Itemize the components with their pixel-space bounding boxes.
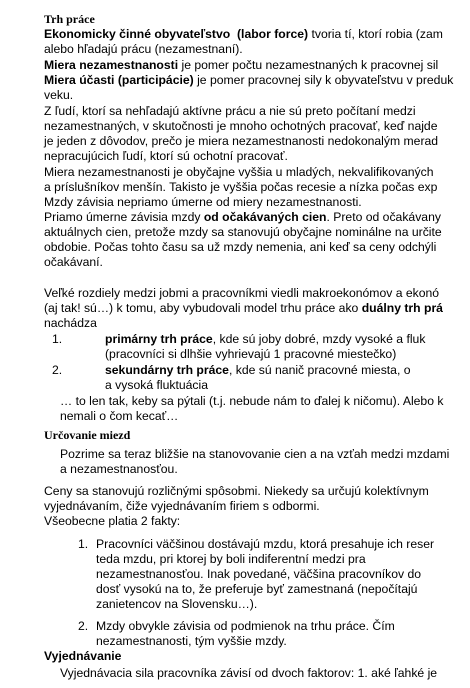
expected-prices-line bbox=[44, 210, 441, 225]
text-line: nepracujúcich ľudí, ktorí sú ochotní pracovať. bbox=[44, 149, 288, 163]
labor-force-definition bbox=[44, 27, 443, 42]
text-line: Veľké rozdiely medzi jobmi a pracovníkmi viedli makroekonómov a ekonó bbox=[44, 286, 440, 300]
text-line: Vyjednávacia sila pracovníka závisí od dvoch faktorov: 1. aké ľahké je bbox=[60, 666, 438, 680]
text: , kde sú joby dobré, mzdy vysoké a fluk bbox=[212, 332, 426, 346]
text: tvoria tí, ktorí robia (zam bbox=[308, 27, 443, 41]
text-line: a príslušníkov menšín. Takisto je vyššia počas recesie a nízka počas exp bbox=[44, 180, 438, 194]
text-line: Mzdy závisia nepriamo úmerne od miery nezamestnanosti. bbox=[44, 195, 362, 209]
text-line: a vysoká fluktuácia bbox=[105, 378, 208, 392]
text-line: nachádza bbox=[44, 316, 97, 330]
list-item-primary-market bbox=[105, 332, 425, 347]
text-line: nezamestnanosťou. Inak povedané, väčšina pracovníkov do bbox=[96, 567, 422, 581]
text-line: veku. bbox=[44, 88, 74, 102]
list-number: 2. bbox=[52, 363, 63, 377]
unemployment-rate-definition bbox=[44, 58, 438, 73]
term-primary-market: primárny trh práce bbox=[105, 332, 213, 346]
text-line: Z ľudí, ktorí sa nehľadajú aktívne prácu a nie sú preto počítaní medzi bbox=[44, 104, 416, 118]
text-line: Ceny sa stanovujú rozličnými spôsobmi. Niekedy sa určujú kolektívnym bbox=[44, 484, 429, 498]
text: je pomer pracovnej sily k obyvateľstvu v preduk bbox=[193, 73, 454, 87]
text-line: Všeobecne platia 2 fakty: bbox=[44, 514, 181, 528]
list-number: 2. bbox=[78, 619, 89, 633]
text: (aj tak! sú…) k tomu, aby vybudovali model trhu práce ako bbox=[44, 301, 362, 315]
heading-wage-setting: Určovanie miezd bbox=[44, 428, 131, 442]
text-line: alebo hľadajú prácu (nezamestnaní). bbox=[44, 42, 243, 56]
text-line: obdobie. Počas tohto času sa už mzdy nemenia, ani keď sa ceny odchýli bbox=[44, 240, 437, 254]
term-participation-rate: Miera účasti (participácie) bbox=[44, 73, 194, 87]
heading-labor-market: Trh práce bbox=[44, 12, 95, 26]
text-line: Mzdy obvykle závisia od podmienok na trhu práce. Čím bbox=[96, 619, 395, 633]
text-line: vyjednávaním, čiže vyjednávaním firiem s odbormi. bbox=[44, 499, 320, 513]
term-dual-market: duálny trh prá bbox=[361, 301, 443, 315]
text-line: očakávaní. bbox=[44, 255, 103, 269]
list-number: 1. bbox=[78, 537, 89, 551]
text-line: nezamestnaných, v skutočnosti je mnoho ochotných pracovať, keď najde bbox=[44, 119, 438, 133]
list-number: 1. bbox=[52, 332, 63, 346]
text-line: nemali o čom kecať… bbox=[60, 409, 179, 423]
term-labor-force-en: (labor force) bbox=[237, 27, 309, 41]
text: je pomer počtu nezamestnaných k pracovnej sil bbox=[178, 58, 439, 72]
text-line: dosť vysokú na to, že preferuje byť zamestnaná (nepočítajú bbox=[96, 582, 418, 596]
term-unemployment-rate: Miera nezamestnanosti bbox=[44, 58, 179, 72]
text-line: teda mzdu, pri ktorej by boli indiferentní medzi pra bbox=[96, 552, 366, 566]
text: Priamo úmerne závisia mzdy bbox=[44, 210, 204, 224]
text: , kde sú nanič pracovné miesta, o bbox=[228, 363, 411, 377]
participation-rate-definition bbox=[44, 73, 453, 88]
term-expected-prices: od očakávaných cien bbox=[203, 210, 327, 224]
text-line: Pracovníci väčšinou dostávajú mzdu, ktorá presahuje ich reser bbox=[96, 537, 435, 551]
text-line: … to len tak, keby sa pýtali (t.j. nebude nám to ďalej k ničomu). Alebo k bbox=[60, 394, 444, 408]
text-line: je jeden z dôvodov, prečo je miera nezamestnanosti nedokonalým merad bbox=[44, 134, 439, 148]
heading-bargaining: Vyjednávanie bbox=[44, 649, 122, 663]
term-secondary-market: sekundárny trh práce bbox=[105, 363, 229, 377]
list-item-secondary-market bbox=[105, 363, 411, 378]
text-line: Pozrime sa teraz bližšie na stanovovanie cien a na vzťah medzi mzdami bbox=[60, 447, 450, 461]
text-line: aktuálnych cien, pretože mzdy sa stanovujú obyčajne nominálne na určite bbox=[44, 225, 442, 239]
text-line: nezamestnanosti, tým vyššie mzdy. bbox=[96, 634, 287, 648]
text-line: Miera nezamestnanosti je obyčajne vyššia u mladých, nekvalifikovaných bbox=[44, 165, 434, 179]
text-line: a nezamestnanosťou. bbox=[60, 462, 178, 476]
dual-market-line bbox=[44, 301, 443, 316]
term-labor-force: Ekonomicky činné obyvateľstvo bbox=[44, 27, 231, 41]
text-line: (pracovníci si dlhšie vyhrievajú 1 pracovné miestečko) bbox=[105, 347, 397, 361]
text-line: zanietencov na Slovensku…). bbox=[96, 597, 258, 611]
text: . Preto od očakávany bbox=[326, 210, 441, 224]
